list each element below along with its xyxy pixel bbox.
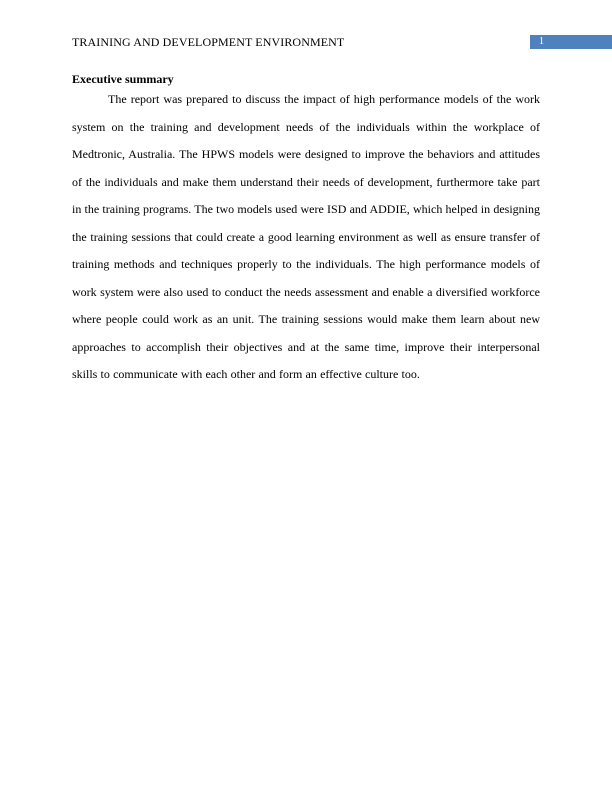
section-heading: Executive summary — [72, 72, 174, 86]
page-number-badge: 1 — [530, 35, 612, 49]
executive-summary-paragraph: The report was prepared to discuss the impact of high performance models of the work system on the training and development needs of the individuals within the workplace of Medtronic, Australia. The HPWS models were designed to improve the behaviors and attitudes of the individuals and make them understand their needs of development, furthermore take part in the training programs. The two models used were ISD and ADDIE, which helped in designing the training sessions that could create a good learning environment as well as ensure transfer of training methods and techniques properly to the individuals. The high performance models of work system were also used to conduct the needs assessment and enable a diversified workforce where people could work as an unit. The training sessions would make them learn about new approaches to accomplish their objectives and at the same time, improve their interpersonal skills to communicate with each other and form an effective culture too. — [72, 92, 540, 381]
running-header-title: TRAINING AND DEVELOPMENT ENVIRONMENT — [72, 35, 345, 49]
